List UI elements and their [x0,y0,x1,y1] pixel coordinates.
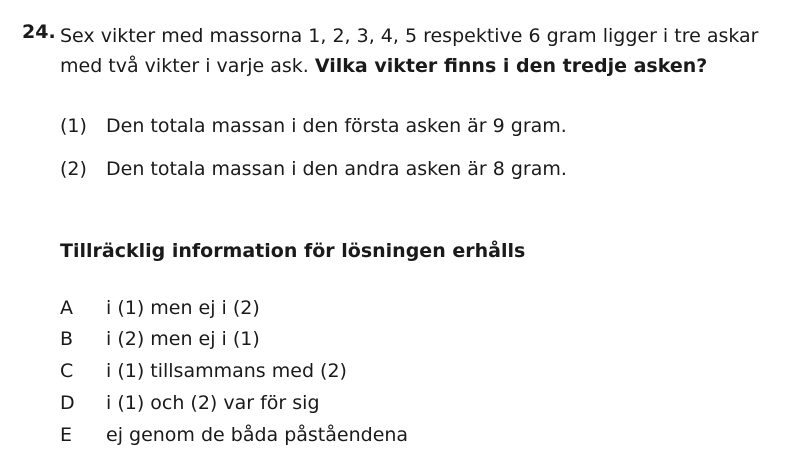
option-letter: A [60,297,73,319]
statement-number: (2) [60,158,87,180]
option-letter: C [60,360,74,382]
option-text: i (1) och (2) var för sig [106,392,320,414]
option-text: i (2) men ej i (1) [106,328,260,350]
option-c[interactable] [60,360,347,382]
subheading: Tillräcklig information för lösningen erhålls [60,240,526,262]
statement-text: Den totala massan i den första asken är 9 gram. [106,115,567,137]
statement-2 [60,158,567,180]
question-text-bold: Vilka vikter finns i den tredje asken? [314,55,708,77]
statement-text: Den totala massan i den andra asken är 8 gram. [106,158,567,180]
statement-number: (1) [60,115,87,137]
option-letter: E [60,424,73,446]
option-e[interactable] [60,424,408,446]
statement-1 [60,115,567,137]
option-a[interactable] [60,297,260,319]
question-number: 24. [22,21,56,43]
option-letter: B [60,328,74,350]
option-text: ej genom de båda påståendena [106,424,409,446]
question-text [60,21,795,81]
option-d[interactable] [60,392,320,414]
option-text: i (1) men ej i (2) [106,297,260,319]
option-b[interactable] [60,328,260,350]
option-text: i (1) tillsammans med (2) [106,360,347,382]
question-text-prefix: Sex vikter med massorna 1, 2, 3, 4, 5 respektive 6 gram ligger i tre askar med två vikter i varje ask. [60,25,759,77]
option-letter: D [60,392,75,414]
